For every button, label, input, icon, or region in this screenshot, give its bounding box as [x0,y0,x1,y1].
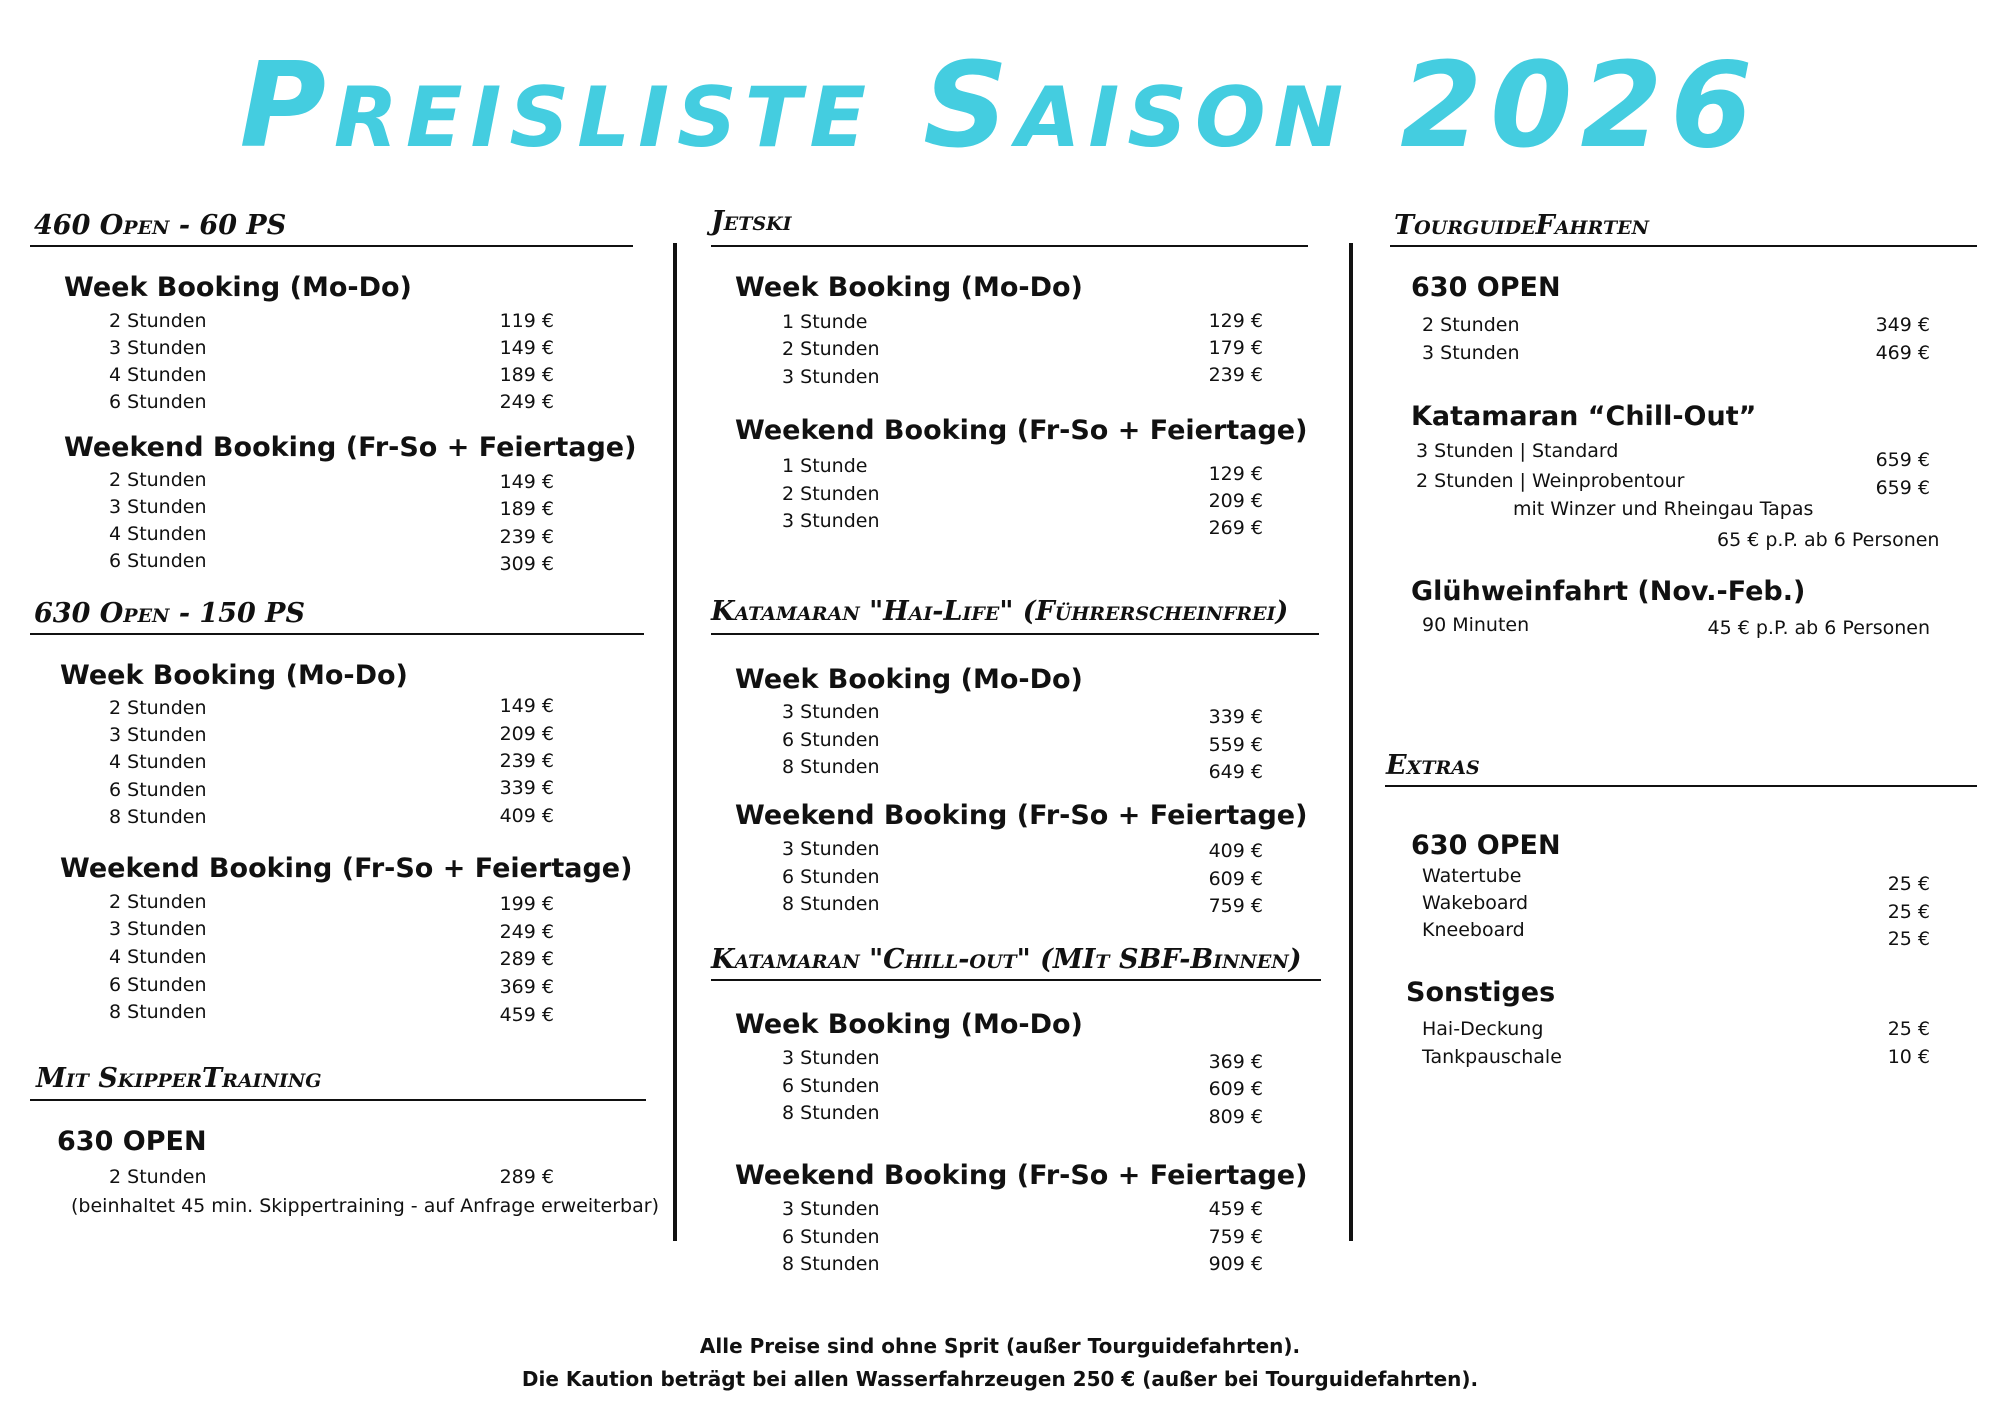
price-row-value: 609 € [1208,868,1263,890]
price-row-label: 6 Stunden [782,1075,880,1097]
group-title-weekend-booking: Weekend Booking (Fr-So + Feiertage) [64,432,637,463]
price-row-label: 8 Stunden [782,893,880,915]
price-row-value: 25 € [1887,873,1930,895]
section-heading-katamaran-chill-out: Katamaran "Chill-out" (MIt SBF-Binnen) [711,944,1302,975]
price-row-label: 6 Stunden [782,866,880,888]
price-row-value: 45 € p.P. ab 6 Personen [1707,617,1930,639]
group-title-630-open: 630 OPEN [1411,272,1561,303]
group-title-630-open: 630 OPEN [1411,830,1561,861]
group-title-week-booking: Week Booking (Mo-Do) [735,272,1083,303]
price-row-label: 8 Stunden [782,1253,880,1275]
price-row-value: 649 € [1208,761,1263,783]
price-row-label: 4 Stunden [109,364,207,386]
price-row-label: 3 Stunden [782,701,880,723]
price-row-label: 3 Stunden [782,1198,880,1220]
group-title-week-booking: Week Booking (Mo-Do) [64,272,412,303]
price-row-label: 4 Stunden [109,751,207,773]
price-row-value: 759 € [1208,895,1263,917]
section-divider [711,633,1319,635]
price-row-value: 659 € [1875,449,1930,471]
price-row-label: 3 Stunden [109,918,207,940]
price-row-label: 2 Stunden [109,469,207,491]
price-row-value: 209 € [1208,490,1263,512]
price-row-value: 239 € [499,526,554,548]
price-row-label: 8 Stunden [109,806,207,828]
group-title-weekend-booking: Weekend Booking (Fr-So + Feiertage) [735,1160,1308,1191]
section-heading-extras: Extras [1386,750,1480,781]
price-row-label: 3 Stunden [109,337,207,359]
price-row-value: 149 € [499,337,554,359]
section-heading-630-open: 630 Open - 150 PS [34,598,305,629]
price-row-label: 1 Stunde [782,311,868,333]
footer-line-deposit: Die Kaution beträgt bei allen Wasserfahrzeugen 250 € (außer bei Tourguidefahrten). [521,1367,1479,1391]
price-row-label: 3 Stunden [782,510,880,532]
price-row-label: 3 Stunden [782,366,880,388]
group-title-gluehweinfahrt: Glühweinfahrt (Nov.-Feb.) [1411,576,1806,607]
price-row-value: 759 € [1208,1226,1263,1248]
price-row-label: 3 Stunden [109,724,207,746]
price-row-label: 90 Minuten [1422,614,1530,636]
column-divider [673,243,677,1241]
price-row-label: 2 Stunden [1422,314,1520,336]
price-row-label: Watertube [1422,865,1522,887]
price-row-label: 8 Stunden [109,1001,207,1023]
price-row-value: 239 € [1208,364,1263,386]
price-row-label: Kneeboard [1422,919,1525,941]
price-row-label: 6 Stunden [109,779,207,801]
price-row-value: 349 € [1875,314,1930,336]
group-title-week-booking: Week Booking (Mo-Do) [735,664,1083,695]
price-row-value: 409 € [1208,840,1263,862]
column-divider [1349,243,1353,1241]
price-row-label: 2 Stunden [109,1166,207,1188]
page-title: Preisliste Saison 2026 [239,36,1761,174]
price-row-value: 149 € [499,471,554,493]
price-row-label: 8 Stunden [782,756,880,778]
price-row-value: 459 € [1208,1198,1263,1220]
per-person-price: 65 € p.P. ab 6 Personen [1717,529,1940,551]
price-row-value: 179 € [1208,337,1263,359]
price-row-label: 6 Stunden [782,729,880,751]
price-row-value: 199 € [499,893,554,915]
price-row-label: 6 Stunden [109,550,207,572]
price-row-label: Tankpauschale [1422,1046,1562,1068]
price-row-label: 2 Stunden [109,310,207,332]
price-row-value: 149 € [499,695,554,717]
price-row-label: 2 Stunden [782,483,880,505]
price-row-label: 2 Stunden | Weinprobentour [1416,470,1685,492]
price-row-value: 25 € [1887,901,1930,923]
price-row-value: 609 € [1208,1078,1263,1100]
price-row-value: 189 € [499,498,554,520]
price-row-value: 25 € [1887,928,1930,950]
price-row-value: 559 € [1208,734,1263,756]
section-divider [1390,245,1977,247]
footer-line-fuel: Alle Preise sind ohne Sprit (außer Tourguidefahrten). [699,1334,1301,1358]
section-heading-skipper-training: Mit SkipperTraining [36,1063,322,1094]
price-row-value: 909 € [1208,1253,1263,1275]
price-row-value: 369 € [1208,1051,1263,1073]
price-row-value: 459 € [499,1004,554,1026]
price-row-value: 409 € [499,805,554,827]
section-heading-katamaran-hai-life: Katamaran "Hai-Life" (Führerscheinfrei) [711,596,1289,627]
tour-description: mit Winzer und Rheingau Tapas [1513,498,1814,520]
price-row-label: 6 Stunden [782,1226,880,1248]
footer-note [0,1330,2000,1396]
price-row-value: 339 € [499,777,554,799]
section-heading-460-open: 460 Open - 60 PS [34,210,287,241]
price-row-value: 10 € [1887,1046,1930,1068]
section-divider [1385,785,1977,787]
price-row-label: 4 Stunden [109,523,207,545]
section-divider [711,979,1321,981]
price-row-value: 659 € [1875,477,1930,499]
price-row-label: 2 Stunden [109,891,207,913]
price-row-value: 249 € [499,921,554,943]
price-row-label: 2 Stunden [782,338,880,360]
price-row-label: 3 Stunden [1422,342,1520,364]
price-row-label: 3 Stunden [782,838,880,860]
price-row-label: 3 Stunden [782,1047,880,1069]
group-title-week-booking: Week Booking (Mo-Do) [735,1009,1083,1040]
section-divider [711,245,1308,247]
group-title-630-open: 630 OPEN [57,1126,207,1157]
section-divider [30,245,633,247]
price-row-value: 249 € [499,391,554,413]
price-row-value: 309 € [499,553,554,575]
group-title-sonstiges: Sonstiges [1406,977,1556,1008]
price-row-label: 8 Stunden [782,1102,880,1124]
price-row-value: 269 € [1208,517,1263,539]
section-divider [30,633,644,635]
price-row-value: 189 € [499,364,554,386]
price-row-value: 289 € [499,948,554,970]
price-row-label: 2 Stunden [109,697,207,719]
price-row-value: 129 € [1208,463,1263,485]
price-row-value: 339 € [1208,706,1263,728]
price-row-value: 239 € [499,750,554,772]
price-row-value: 25 € [1887,1018,1930,1040]
skipper-training-note: (beinhaltet 45 min. Skippertraining - auf Anfrage erweiterbar) [71,1195,659,1217]
price-row-value: 369 € [499,976,554,998]
price-row-value: 119 € [499,310,554,332]
price-row-label: 6 Stunden [109,391,207,413]
section-heading-jetski: Jetski [711,206,792,237]
price-row-label: Wakeboard [1422,892,1529,914]
group-title-katamaran-chill-out: Katamaran “Chill-Out” [1411,401,1757,432]
price-row-label: 6 Stunden [109,974,207,996]
group-title-weekend-booking: Weekend Booking (Fr-So + Feiertage) [735,800,1308,831]
price-row-label: Hai-Deckung [1422,1018,1544,1040]
price-row-label: 4 Stunden [109,946,207,968]
group-title-weekend-booking: Weekend Booking (Fr-So + Feiertage) [735,415,1308,446]
price-row-label: 3 Stunden [109,496,207,518]
price-row-value: 289 € [499,1166,554,1188]
group-title-weekend-booking: Weekend Booking (Fr-So + Feiertage) [60,853,633,884]
group-title-week-booking: Week Booking (Mo-Do) [60,660,408,691]
section-heading-tourguide: TourguideFahrten [1394,210,1649,241]
section-divider [30,1099,646,1101]
price-row-value: 209 € [499,723,554,745]
price-row-label: 1 Stunde [782,455,868,477]
price-row-value: 129 € [1208,310,1263,332]
price-row-value: 469 € [1875,342,1930,364]
price-row-label: 3 Stunden | Standard [1416,440,1619,462]
price-row-value: 809 € [1208,1106,1263,1128]
